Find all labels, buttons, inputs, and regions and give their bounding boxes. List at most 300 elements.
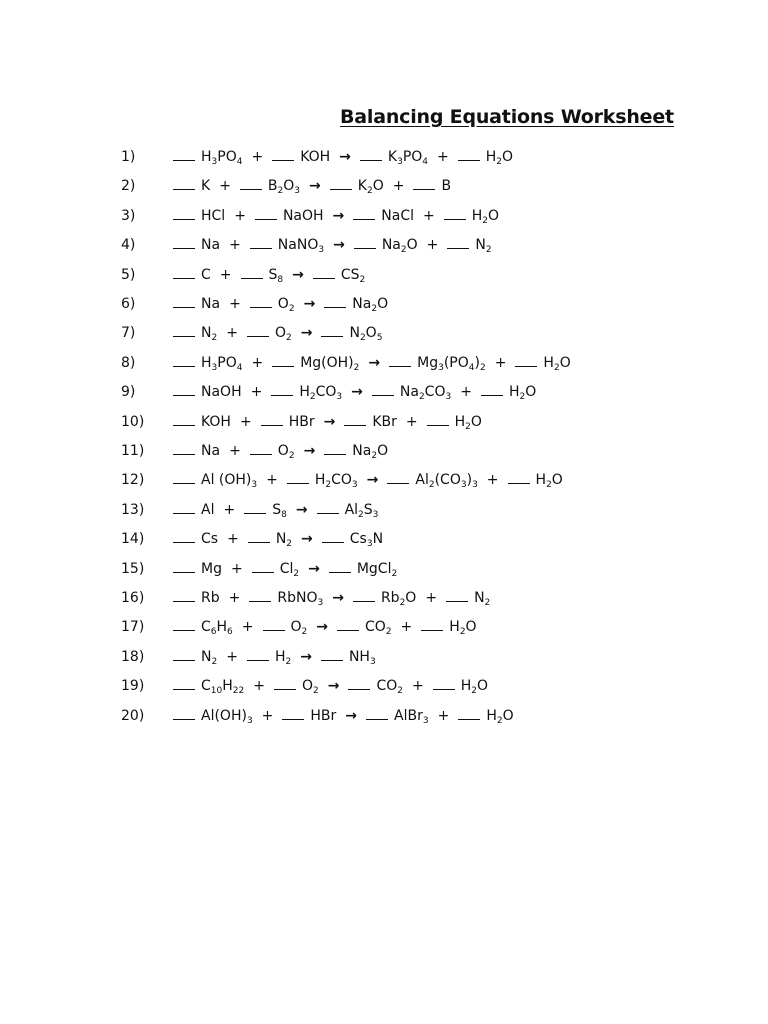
coefficient-blank[interactable]: [173, 295, 195, 308]
subscript: 2: [546, 480, 552, 491]
coefficient-blank[interactable]: [348, 677, 370, 690]
plus-sign: +: [251, 149, 264, 165]
plus-sign: +: [266, 472, 278, 489]
subscript: 3: [317, 598, 324, 608]
coefficient-blank[interactable]: [387, 471, 409, 484]
equation: [173, 528, 383, 550]
chemical-formula: $H_2CO_3$: [314, 472, 358, 491]
chemical-formula: $Na_2O$: [381, 237, 418, 256]
coefficient-blank[interactable]: [244, 501, 266, 514]
reaction-arrow-icon: →: [345, 707, 358, 724]
equation: [173, 705, 514, 727]
coefficient-blank[interactable]: [250, 442, 272, 455]
coefficient-blank[interactable]: [324, 295, 346, 308]
coefficient-blank[interactable]: [322, 530, 344, 543]
subscript: 4: [236, 157, 243, 167]
subscript: 2: [211, 333, 218, 344]
coefficient-blank[interactable]: [360, 148, 382, 161]
chemical-formula: $H_3PO_4$: [201, 354, 243, 373]
coefficient-blank[interactable]: [173, 236, 195, 249]
plus-sign: +: [251, 354, 264, 371]
chemical-formula: $O_2$: [290, 619, 308, 638]
plus-sign: +: [227, 531, 239, 548]
problem-number: 7): [121, 325, 136, 342]
chemical-formula: $N_2$: [474, 590, 491, 608]
subscript: 3: [372, 509, 379, 520]
subscript: 2: [459, 627, 466, 638]
coefficient-blank[interactable]: [173, 530, 195, 543]
subscript: 3: [211, 157, 218, 167]
coefficient-blank[interactable]: [458, 707, 480, 720]
chemical-formula: Al $(OH)_3$: [201, 472, 258, 491]
plus-sign: +: [250, 384, 263, 401]
reaction-arrow-icon: →: [295, 501, 308, 518]
chemical-formula: Mg: [201, 560, 222, 577]
plus-sign: +: [219, 266, 232, 283]
chemical-formula: Na: [201, 237, 221, 254]
equation: [173, 293, 388, 315]
chemical-formula: $Mg_3(PO_4)_2$: [417, 354, 486, 373]
chemical-formula: Rb: [201, 590, 220, 606]
chemical-formula: $C_{10}H_{22}$: [201, 678, 245, 697]
coefficient-blank[interactable]: [427, 413, 449, 426]
coefficient-blank[interactable]: [173, 354, 195, 367]
chemical-formula: $H_3PO_4$: [201, 149, 243, 167]
chemical-formula: AlBr$_3$: [394, 707, 429, 726]
chemical-formula: $N_2$: [201, 648, 218, 667]
coefficient-blank[interactable]: [263, 618, 285, 631]
chemical-formula: $H_2$: [274, 648, 292, 667]
plus-sign: +: [423, 207, 435, 224]
chemical-formula: $O_2$: [274, 325, 292, 344]
subscript: 2: [359, 274, 366, 285]
coefficient-blank[interactable]: [329, 560, 351, 573]
subscript: 3: [438, 362, 444, 373]
equation: [173, 499, 378, 521]
plus-sign: +: [239, 413, 252, 430]
chemical-formula: $H_2O$: [543, 354, 571, 373]
subscript: 3: [460, 480, 467, 491]
plus-sign: +: [392, 178, 405, 195]
chemical-formula: $K_2O$: [357, 178, 384, 197]
coefficient-blank[interactable]: [413, 177, 435, 190]
subscript: 3: [318, 245, 325, 256]
problem-number: 16): [121, 590, 145, 606]
subscript: 8: [277, 274, 284, 285]
problem-number: 9): [121, 384, 136, 401]
subscript: 2: [397, 686, 403, 697]
subscript: 2: [353, 362, 360, 373]
problem-number: 13): [121, 501, 145, 518]
subscript: 2: [325, 480, 332, 491]
worksheet-title: Balancing Equations Worksheet: [340, 106, 674, 128]
reaction-arrow-icon: →: [351, 384, 363, 401]
subscript: 2: [496, 157, 503, 167]
plus-sign: +: [261, 707, 274, 724]
plus-sign: +: [494, 354, 507, 371]
chemical-formula: RbNO$_3$: [277, 590, 324, 608]
subscript: 2: [366, 186, 373, 197]
chemical-formula: MgCl$_2$: [356, 560, 398, 579]
equation: [173, 146, 513, 168]
coefficient-blank[interactable]: [261, 413, 283, 426]
reaction-arrow-icon: →: [316, 619, 329, 636]
coefficient-blank[interactable]: [173, 207, 195, 220]
problem-number: 20): [121, 707, 145, 724]
coefficient-blank[interactable]: [444, 207, 466, 220]
subscript: 2: [465, 421, 471, 432]
chemical-formula: $K_3PO_4$: [387, 149, 429, 167]
coefficient-blank[interactable]: [421, 618, 443, 631]
chemical-formula: $CO_2$: [365, 619, 392, 638]
subscript: 2: [479, 362, 486, 373]
subscript: 3: [366, 539, 373, 550]
chemical-formula: $H_2O$: [485, 149, 514, 167]
problem-number: 18): [121, 648, 145, 665]
coefficient-blank[interactable]: [173, 707, 195, 720]
chemical-formula: Na: [201, 443, 221, 459]
subscript: 3: [294, 186, 301, 197]
coefficient-blank[interactable]: [272, 148, 294, 161]
subscript: 2: [484, 598, 491, 608]
subscript: 2: [428, 480, 435, 491]
reaction-arrow-icon: →: [323, 413, 336, 430]
subscript: 5: [376, 333, 383, 344]
coefficient-blank[interactable]: [250, 295, 272, 308]
chemical-formula: $H_2O$: [508, 384, 537, 403]
coefficient-blank[interactable]: [481, 383, 503, 396]
problem-number: 4): [121, 237, 136, 254]
coefficient-blank[interactable]: [458, 148, 480, 161]
chemical-formula: HBr: [310, 707, 337, 724]
chemical-formula: Al: [201, 501, 215, 518]
coefficient-blank[interactable]: [446, 589, 468, 602]
subscript: 3: [251, 480, 258, 491]
coefficient-blank[interactable]: [173, 177, 195, 190]
chemical-formula: $H_2O$: [460, 678, 489, 697]
subscript: 2: [400, 245, 407, 256]
chemical-formula: B: [441, 178, 452, 195]
chemical-formula: $NH_3$: [348, 648, 376, 667]
coefficient-blank[interactable]: [447, 236, 469, 249]
coefficient-blank[interactable]: [173, 589, 195, 602]
chemical-formula: $Na_2O$: [352, 443, 389, 461]
coefficient-blank[interactable]: [353, 589, 375, 602]
problem-number: 15): [121, 560, 145, 577]
plus-sign: +: [486, 472, 499, 489]
subscript: 2: [288, 304, 295, 314]
equation: [173, 411, 482, 433]
subscript: 2: [309, 392, 316, 403]
reaction-arrow-icon: →: [303, 296, 316, 312]
reaction-arrow-icon: →: [292, 266, 304, 283]
chemical-formula: $N_2$: [275, 531, 293, 550]
subscript: 2: [496, 715, 503, 726]
coefficient-blank[interactable]: [173, 324, 195, 337]
subscript: 3: [369, 656, 376, 667]
coefficient-blank[interactable]: [282, 707, 304, 720]
reaction-arrow-icon: →: [339, 149, 351, 165]
equation: [173, 381, 536, 403]
chemical-formula: $H_2O$: [486, 707, 514, 726]
plus-sign: +: [437, 149, 449, 165]
subscript: 6: [210, 627, 217, 638]
subscript: 2: [371, 451, 378, 461]
coefficient-blank[interactable]: [271, 383, 293, 396]
coefficient-blank[interactable]: [313, 266, 335, 279]
equation: [173, 264, 365, 286]
coefficient-blank[interactable]: [389, 354, 411, 367]
chemical-formula: $Cs_3N$: [349, 531, 384, 550]
reaction-arrow-icon: →: [332, 207, 345, 224]
coefficient-blank[interactable]: [272, 354, 294, 367]
chemical-formula: $Mg(OH)_2$: [300, 354, 360, 373]
reaction-arrow-icon: →: [301, 531, 313, 548]
problem-number: 5): [121, 266, 136, 283]
subscript: 4: [236, 362, 243, 373]
chemical-formula: $Al_2S_3$: [344, 501, 379, 520]
equation: [173, 205, 499, 227]
subscript: 2: [358, 509, 364, 520]
reaction-arrow-icon: →: [308, 560, 320, 577]
subscript: 2: [553, 362, 560, 373]
chemical-formula: NaCl: [381, 207, 414, 224]
chemical-formula: $O_2$: [277, 443, 295, 461]
coefficient-blank[interactable]: [287, 471, 309, 484]
chemical-formula: KBr: [372, 413, 397, 430]
coefficient-blank[interactable]: [173, 266, 195, 279]
plus-sign: +: [241, 619, 254, 636]
coefficient-blank[interactable]: [354, 236, 376, 249]
coefficient-blank[interactable]: [255, 207, 277, 220]
equation: [173, 616, 477, 638]
subscript: 2: [312, 686, 319, 697]
coefficient-blank[interactable]: [248, 530, 270, 543]
coefficient-blank[interactable]: [372, 383, 394, 396]
reaction-arrow-icon: →: [366, 472, 379, 489]
subscript: 2: [371, 304, 378, 314]
subscript: 2: [471, 686, 477, 697]
coefficient-blank[interactable]: [173, 560, 195, 573]
chemical-formula: NaOH: [282, 207, 324, 224]
coefficient-blank[interactable]: [249, 589, 271, 602]
reaction-arrow-icon: →: [368, 354, 381, 371]
coefficient-blank[interactable]: [173, 383, 195, 396]
plus-sign: +: [219, 178, 231, 195]
coefficient-blank[interactable]: [366, 707, 388, 720]
chemical-formula: $H_2O$: [535, 472, 563, 491]
subscript: 6: [227, 627, 233, 638]
coefficient-blank[interactable]: [241, 266, 263, 279]
coefficient-blank[interactable]: [337, 618, 359, 631]
subscript: 2: [399, 598, 406, 608]
subscript: 3: [246, 715, 253, 726]
reaction-arrow-icon: →: [332, 590, 344, 606]
chemical-formula: HCl: [201, 207, 226, 224]
coefficient-blank[interactable]: [247, 648, 269, 661]
subscript: 2: [359, 333, 366, 344]
chemical-formula: $CO_2$: [376, 678, 403, 697]
subscript: 2: [285, 333, 292, 344]
subscript: 2: [293, 568, 300, 579]
subscript: 10: [210, 686, 223, 697]
coefficient-blank[interactable]: [344, 413, 366, 426]
coefficient-blank[interactable]: [252, 560, 274, 573]
subscript: 8: [281, 509, 287, 520]
plus-sign: +: [234, 207, 246, 224]
subscript: 3: [445, 392, 452, 403]
plus-sign: +: [411, 678, 424, 695]
coefficient-blank[interactable]: [247, 324, 269, 337]
subscript: 3: [422, 715, 429, 726]
subscript: 2: [301, 627, 308, 638]
coefficient-blank[interactable]: [321, 648, 343, 661]
chemical-formula: $Al(OH)_3$: [201, 707, 253, 726]
subscript: 2: [391, 568, 398, 579]
subscript: 3: [472, 480, 478, 491]
subscript: 2: [418, 392, 425, 403]
problem-number: 2): [121, 178, 136, 195]
coefficient-blank[interactable]: [173, 413, 195, 426]
coefficient-blank[interactable]: [274, 677, 296, 690]
subscript: 2: [277, 186, 284, 197]
equation: [173, 322, 382, 344]
chemical-formula: $O_2$: [277, 296, 295, 314]
coefficient-blank[interactable]: [515, 354, 537, 367]
coefficient-blank[interactable]: [330, 177, 352, 190]
chemical-formula: NaNO$_3$: [277, 237, 325, 256]
chemical-formula: Na: [201, 296, 221, 312]
plus-sign: +: [460, 384, 472, 401]
plus-sign: +: [437, 707, 450, 724]
coefficient-blank[interactable]: [508, 471, 530, 484]
problem-number: 10): [121, 413, 145, 430]
problem-number: 19): [121, 678, 145, 695]
plus-sign: +: [226, 325, 238, 342]
chemical-formula: C: [201, 266, 211, 283]
equation: [173, 175, 451, 197]
subscript: 3: [211, 362, 218, 373]
chemical-formula: NaOH: [201, 384, 242, 401]
coefficient-blank[interactable]: [321, 324, 343, 337]
problem-number: 17): [121, 619, 145, 636]
chemical-formula: $N_2$: [475, 237, 492, 256]
subscript: 2: [288, 451, 295, 461]
plus-sign: +: [405, 413, 418, 430]
chemical-formula: $Rb_2O$: [380, 590, 417, 608]
reaction-arrow-icon: →: [327, 678, 340, 695]
chemical-formula: $H_2O$: [454, 413, 482, 432]
chemical-formula: $O_2$: [301, 678, 319, 697]
coefficient-blank[interactable]: [173, 648, 195, 661]
subscript: 3: [397, 157, 403, 167]
subscript: 2: [211, 656, 218, 667]
coefficient-blank[interactable]: [173, 442, 195, 455]
chemical-formula: $S_8$: [268, 266, 284, 285]
problem-number: 12): [121, 472, 145, 489]
equation: [173, 558, 397, 580]
equation: [173, 469, 563, 491]
plus-sign: +: [425, 590, 438, 606]
coefficient-blank[interactable]: [353, 207, 375, 220]
problem-number: 3): [121, 207, 136, 224]
reaction-arrow-icon: →: [303, 443, 316, 459]
chemical-formula: $CS_2$: [340, 266, 366, 285]
chemical-formula: KOH: [201, 413, 231, 430]
chemical-formula: $Na_2CO_3$: [399, 384, 452, 403]
chemical-formula: $H_2O$: [449, 619, 477, 638]
chemical-formula: $Al_2(CO_3)_3$: [415, 472, 478, 491]
subscript: 2: [485, 245, 492, 256]
subscript: 2: [482, 215, 488, 226]
reaction-arrow-icon: →: [333, 237, 345, 254]
chemical-formula: Cs: [201, 531, 219, 548]
plus-sign: +: [229, 237, 241, 254]
chemical-formula: $H_2O$: [471, 207, 500, 226]
chemical-formula: KOH: [300, 149, 331, 165]
reaction-arrow-icon: →: [309, 178, 321, 195]
chemical-formula: $S_8$: [272, 501, 287, 520]
equation: [173, 234, 492, 256]
reaction-arrow-icon: →: [300, 648, 312, 665]
chemical-formula: $Cl_2$: [279, 560, 300, 579]
plus-sign: +: [226, 648, 238, 665]
coefficient-blank[interactable]: [173, 501, 195, 514]
plus-sign: +: [223, 501, 236, 518]
chemical-formula: $H_2CO_3$: [299, 384, 343, 403]
subscript: 4: [468, 362, 475, 373]
chemical-formula: $N_2$: [201, 325, 218, 344]
chemical-formula: $Na_2O$: [352, 296, 389, 314]
coefficient-blank[interactable]: [324, 442, 346, 455]
plus-sign: +: [230, 560, 243, 577]
chemical-formula: $B_2O_3$: [267, 178, 301, 197]
coefficient-blank[interactable]: [240, 177, 262, 190]
plus-sign: +: [253, 678, 265, 695]
coefficient-blank[interactable]: [173, 471, 195, 484]
chemical-formula: HBr: [288, 413, 315, 430]
plus-sign: +: [228, 590, 241, 606]
coefficient-blank[interactable]: [173, 618, 195, 631]
subscript: 2: [519, 392, 526, 403]
equation: [173, 675, 488, 697]
subscript: 22: [232, 686, 245, 697]
subscript: 4: [422, 157, 429, 167]
reaction-arrow-icon: →: [300, 325, 313, 342]
problem-number: 8): [121, 354, 136, 371]
subscript: 3: [336, 392, 343, 403]
equation: [173, 587, 490, 609]
coefficient-blank[interactable]: [433, 677, 455, 690]
coefficient-blank[interactable]: [173, 148, 195, 161]
equation: [173, 440, 388, 462]
coefficient-blank[interactable]: [250, 236, 272, 249]
chemical-formula: K: [201, 178, 211, 195]
coefficient-blank[interactable]: [173, 677, 195, 690]
coefficient-blank[interactable]: [317, 501, 339, 514]
problem-number: 1): [121, 149, 136, 165]
problem-number: 11): [121, 443, 145, 459]
subscript: 2: [286, 539, 293, 550]
problem-number: 6): [121, 296, 136, 312]
chemical-formula: $N_2O_5$: [349, 325, 383, 344]
subscript: 2: [285, 656, 292, 667]
equation: [173, 646, 376, 668]
subscript: 2: [385, 627, 392, 638]
problem-number: 14): [121, 531, 145, 548]
plus-sign: +: [426, 237, 439, 254]
chemical-formula: $C_6H_6$: [201, 619, 233, 638]
